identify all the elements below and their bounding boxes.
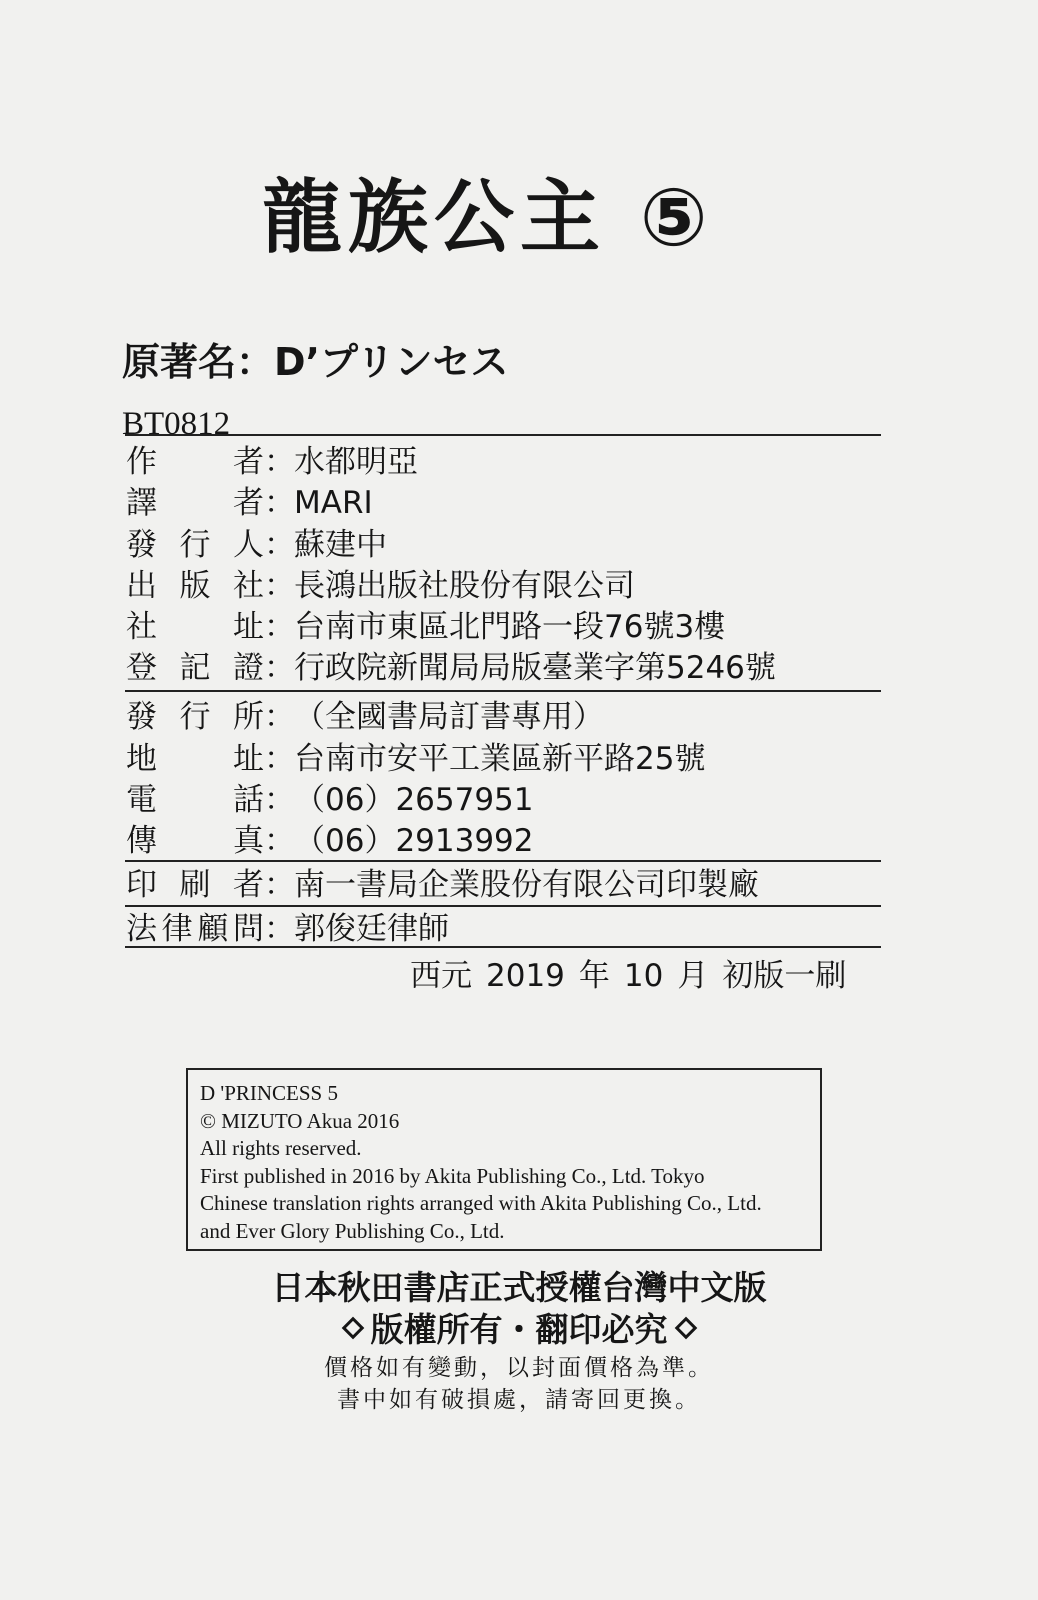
info-label: 發行所 [126, 699, 264, 735]
copyright-line: Chinese translation rights arranged with Akita Publishing Co., Ltd. [200, 1191, 762, 1215]
info-value: 行政院新聞局局版臺業字第5246號 [294, 650, 776, 686]
info-value: 蘇建中 [294, 527, 387, 563]
diamond-icon [674, 1316, 697, 1339]
divider [125, 434, 881, 436]
info-colon: ： [264, 609, 295, 645]
info-colon: ： [264, 867, 295, 903]
diamond-icon [341, 1316, 364, 1339]
info-value: （全國書局訂書專用） [294, 699, 604, 735]
info-row-address [126, 739, 705, 779]
info-label: 作者 [126, 444, 264, 480]
info-row-author [126, 442, 418, 482]
info-value: 郭俊廷律師 [294, 911, 449, 947]
info-colon: ： [264, 741, 295, 777]
info-label: 地址 [126, 741, 264, 777]
copyright-line: First published in 2016 by Akita Publishing Co., Ltd. Tokyo [200, 1163, 705, 1188]
info-colon: ： [264, 444, 295, 480]
divider [125, 690, 881, 692]
info-colon: ： [264, 527, 295, 563]
info-value: （06）2913992 [294, 823, 534, 859]
license-notice: 日本秋田書店正式授權台灣中文版 [271, 1268, 767, 1307]
copyright-line: D 'PRINCESS 5 [200, 1081, 338, 1105]
info-label: 發行人 [126, 527, 264, 563]
original-title: 原著名：D’プリンセス [122, 340, 509, 384]
info-row-company-address [126, 607, 725, 647]
info-row-issuer [126, 525, 387, 565]
info-value: 長鴻出版社股份有限公司 [294, 568, 635, 604]
info-row-publisher [126, 566, 635, 606]
info-value: MARI [294, 485, 373, 521]
info-row-fax [126, 821, 534, 861]
info-label: 電話 [126, 782, 264, 818]
copyright-line: All rights reserved. [200, 1136, 362, 1160]
price-note: 價格如有變動，以封面價格為準。 [324, 1355, 714, 1381]
info-row-distributor [126, 697, 604, 737]
book-title: 龍族公主 ⑤ [262, 171, 714, 264]
info-row-printer [126, 865, 759, 905]
info-value: 台南市安平工業區新平路25號 [294, 741, 706, 777]
info-row-registration [126, 648, 776, 688]
info-label: 譯者 [126, 485, 264, 521]
date-year-unit: 年 [578, 958, 610, 994]
rights-notice [0, 1304, 1038, 1351]
info-colon: ： [264, 911, 295, 947]
copyright-box [186, 1068, 822, 1251]
damage-note: 書中如有破損處，請寄回更換。 [337, 1387, 701, 1413]
info-colon: ： [264, 699, 295, 735]
copyright-line: © MIZUTO Akua 2016 [200, 1108, 400, 1133]
info-label: 法律顧問 [126, 911, 264, 947]
info-row-translator [126, 483, 373, 523]
info-value: （06）2657951 [294, 782, 534, 818]
info-colon: ： [264, 485, 295, 521]
date-era: 西元 [410, 958, 472, 994]
info-label: 社址 [126, 609, 264, 645]
product-code: BT0812 [122, 406, 231, 442]
date-month: 10 [623, 958, 664, 994]
info-row-phone [126, 780, 534, 820]
publication-date [410, 956, 860, 996]
divider [125, 860, 881, 862]
date-year: 2019 [486, 958, 565, 994]
copyright-line: and Ever Glory Publishing Co., Ltd. [200, 1218, 505, 1243]
date-month-unit: 月 [677, 958, 709, 994]
info-value: 南一書局企業股份有限公司印製廠 [294, 867, 759, 903]
info-colon: ： [264, 650, 295, 686]
rights-text: 版權所有・翻印必究 [370, 1310, 668, 1349]
info-value: 水都明亞 [294, 444, 418, 480]
info-colon: ： [264, 782, 295, 818]
info-colon: ： [264, 568, 295, 604]
divider [125, 946, 881, 948]
info-value: 台南市東區北門路一段76號3樓 [294, 609, 726, 645]
divider [125, 905, 881, 907]
info-colon: ： [264, 823, 295, 859]
info-row-legal [126, 909, 449, 949]
info-label: 出版社 [126, 568, 264, 604]
date-edition: 初版一刷 [722, 958, 847, 994]
info-label: 印刷者 [126, 867, 264, 903]
info-label: 傳真 [126, 823, 264, 859]
info-label: 登記證 [126, 650, 264, 686]
